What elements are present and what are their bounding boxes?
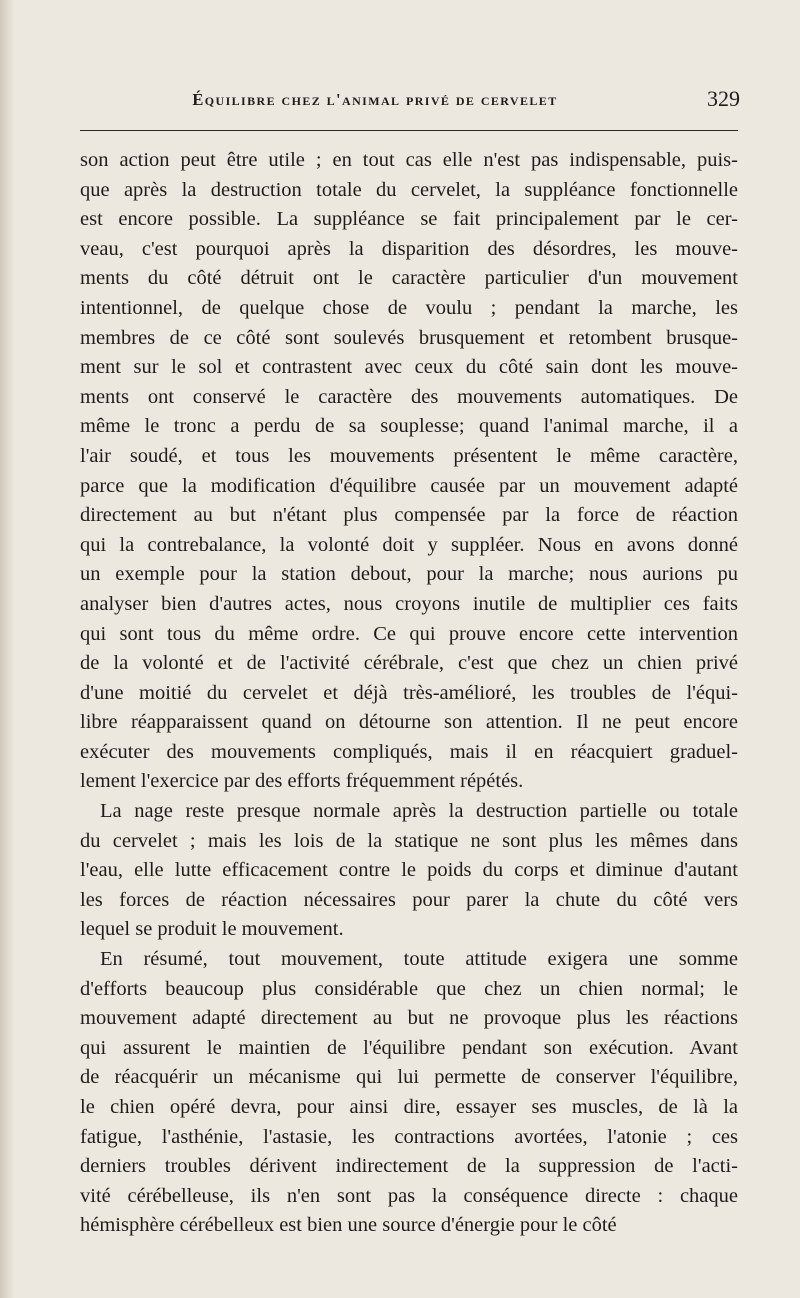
body-text bbox=[80, 146, 738, 1241]
text-line: d'une moitié du cervelet et déjà très-amélioré, les troubles de l'équi- bbox=[80, 681, 738, 704]
text-line: mouvement adapté directement au but ne provoque plus les réactions bbox=[80, 1007, 738, 1030]
text-line: de réacquérir un mécanisme qui lui permette de conserver l'équilibre, bbox=[80, 1066, 738, 1089]
text-line: lement l'exercice par des efforts fréquemment répétés. bbox=[80, 770, 524, 793]
text-line: La nage reste presque normale après la destruction partielle ou totale bbox=[100, 800, 738, 823]
text-line: ments ont conservé le caractère des mouvements automatiques. De bbox=[80, 385, 738, 408]
text-line: exécuter des mouvements compliqués, mais il en réacquiert graduel- bbox=[80, 740, 738, 763]
text-line: ment sur le sol et contrastent avec ceux du côté sain dont les mouve- bbox=[80, 356, 738, 379]
paragraph bbox=[80, 945, 738, 1241]
text-line: le chien opéré devra, pour ainsi dire, essayer ses muscles, de là la bbox=[80, 1096, 738, 1118]
text-line: d'efforts beaucoup plus considérable que chez un chien normal; le bbox=[80, 977, 738, 1000]
text-line: fatigue, l'asthénie, l'astasie, les contractions avortées, l'atonie ; ces bbox=[80, 1125, 738, 1148]
text-line: ments du côté détruit ont le caractère particulier d'un mouvement bbox=[80, 267, 738, 290]
text-line: intentionnel, de quelque chose de voulu ; pendant la marche, les bbox=[80, 296, 738, 319]
running-title: Équilibre chez l'animal privé de cervelet bbox=[192, 90, 558, 109]
text-line: même le tronc a perdu de sa souplesse; quand l'animal marche, il a bbox=[80, 415, 738, 438]
text-line: de la volonté et de l'activité cérébrale, c'est que chez un chien privé bbox=[80, 652, 738, 675]
paragraph bbox=[80, 146, 738, 797]
text-line: directement au but n'étant plus compensée par la force de réaction bbox=[80, 504, 738, 527]
text-line: est encore possible. La suppléance se fait principalement par le cer- bbox=[80, 208, 738, 231]
running-head bbox=[80, 86, 740, 116]
text-line: qui assurent le maintien de l'équilibre pendant son exécution. Avant bbox=[80, 1036, 738, 1059]
text-line: son action peut être utile ; en tout cas elle n'est pas indispensable, puis- bbox=[80, 149, 738, 171]
text-line: l'air soudé, et tous les mouvements présentent le même caractère, bbox=[80, 444, 738, 467]
page-number: 329 bbox=[707, 86, 740, 111]
text-line: les forces de réaction nécessaires pour parer la chute du côté vers bbox=[80, 888, 738, 911]
paragraph bbox=[80, 797, 738, 945]
text-line: lequel se produit le mouvement. bbox=[80, 918, 344, 941]
text-line: veau, c'est pourquoi après la disparition des désordres, les mouve- bbox=[80, 237, 738, 260]
text-line: En résumé, tout mouvement, toute attitude exigera une somme bbox=[100, 948, 738, 971]
text-line: l'eau, elle lutte efficacement contre le poids du corps et diminue d'autant bbox=[80, 859, 738, 882]
header-rule bbox=[80, 130, 738, 131]
text-line: libre réapparaissent quand on détourne son attention. Il ne peut encore bbox=[80, 711, 738, 734]
text-line: du cervelet ; mais les lois de la statique ne sont plus les mêmes dans bbox=[80, 829, 738, 852]
text-line: un exemple pour la station debout, pour la marche; nous aurions pu bbox=[80, 563, 738, 586]
text-line: analyser bien d'autres actes, nous croyons inutile de multiplier ces faits bbox=[80, 592, 738, 615]
spine-shadow bbox=[0, 0, 14, 1298]
text-line: que après la destruction totale du cervelet, la suppléance fonctionnelle bbox=[80, 178, 738, 201]
text-line: qui sont tous du même ordre. Ce qui prouve encore cette intervention bbox=[80, 622, 738, 645]
text-line: parce que la modification d'équilibre causée par un mouvement adapté bbox=[80, 474, 738, 497]
text-line: membres de ce côté sont soulevés brusquement et retombent brusque- bbox=[80, 326, 738, 349]
text-line: qui la contrebalance, la volonté doit y suppléer. Nous en avons donné bbox=[80, 533, 738, 556]
text-line: derniers troubles dérivent indirectement de la suppression de l'acti- bbox=[80, 1155, 738, 1178]
text-line: hémisphère cérébelleux est bien une source d'énergie pour le côté bbox=[80, 1214, 617, 1237]
text-line: vité cérébelleuse, ils n'en sont pas la conséquence directe : chaque bbox=[80, 1184, 738, 1207]
